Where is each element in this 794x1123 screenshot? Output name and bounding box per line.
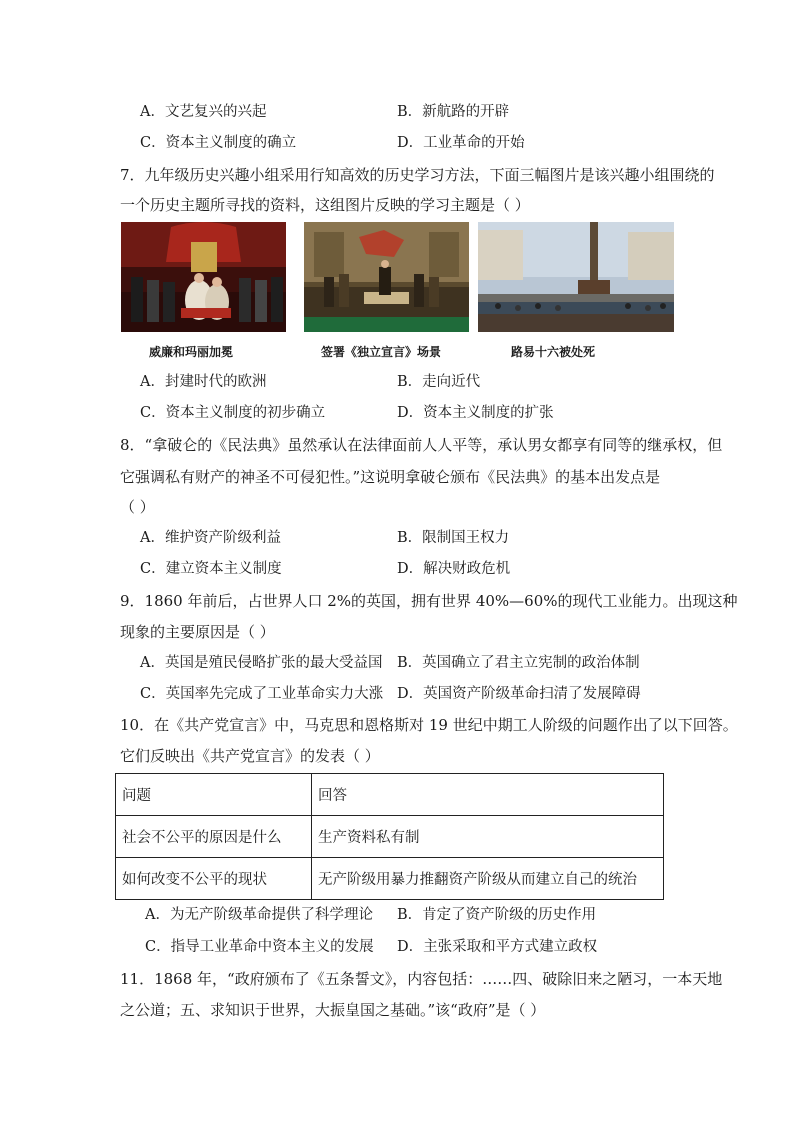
table-cell-answer: 生产资料私有制 — [312, 816, 664, 858]
q7-stem-line2: 一个历史主题所寻找的资料，这组图片反映的学习主题是（ ） — [120, 196, 530, 214]
table-header-question: 问题 — [116, 774, 312, 816]
question-answer-table — [115, 773, 664, 900]
picture-caption-2: 签署《独立宣言》场景 — [321, 345, 442, 359]
q8-option-c: C．建立资本主义制度 — [140, 561, 282, 577]
q9-option-b: B．英国确立了君主立宪制的政治体制 — [397, 655, 640, 671]
table-row — [116, 858, 664, 900]
q8-stem-line1: 8．“拿破仑的《民法典》虽然承认在法律面前人人平等，承认男女都享有同等的继承权，但 — [120, 436, 723, 454]
q9-option-a: A．英国是殖民侵略扩张的最大受益国 — [140, 655, 383, 671]
table-row — [116, 816, 664, 858]
picture-caption-1: 威廉和玛丽加冕 — [149, 345, 234, 359]
q9-stem-line1: 9．1860 年前后，占世界人口 2%的英国，拥有世界 40%—60%的现代工业能力。出现这种 — [120, 592, 738, 610]
q7-stem-line1: 7．九年级历史兴趣小组采用行知高效的历史学习方法，下面三幅图片是该兴趣小组围绕的 — [120, 166, 715, 184]
table-header-row — [116, 774, 664, 816]
q8-option-b: B．限制国王权力 — [397, 530, 510, 546]
q10-option-a: A．为无产阶级革命提供了科学理论 — [145, 907, 373, 923]
q9-option-d: D．英国资产阶级革命扫清了发展障碍 — [397, 686, 641, 702]
table-header-answer: 回答 — [312, 774, 664, 816]
q7-option-b: B．走向近代 — [397, 374, 481, 390]
table-cell-question: 社会不公平的原因是什么 — [116, 816, 312, 858]
q10-option-c: C．指导工业革命中资本主义的发展 — [145, 939, 374, 955]
q6-option-c: C．资本主义制度的确立 — [140, 135, 297, 151]
q6-option-d: D．工业革命的开始 — [397, 135, 525, 151]
q9-option-c: C．英国率先完成了工业革命实力大涨 — [140, 686, 384, 702]
picture-caption-3: 路易十六被处死 — [511, 345, 596, 359]
q10-stem-line1: 10．在《共产党宣言》中，马克思和恩格斯对 19 世纪中期工人阶级的问题作出了以下回答。 — [120, 716, 738, 734]
table-cell-question: 如何改变不公平的现状 — [116, 858, 312, 900]
q8-option-a: A．维护资产阶级利益 — [140, 530, 281, 546]
q10-option-d: D．主张采取和平方式建立政权 — [397, 939, 598, 955]
q7-option-c: C．资本主义制度的初步确立 — [140, 405, 326, 421]
q11-stem-line1: 11．1868 年，“政府颁布了《五条誓文》，内容包括：……四、破除旧来之陋习，一本天地 — [120, 970, 723, 988]
q10-option-b: B．肯定了资产阶级的历史作用 — [397, 907, 597, 923]
q8-stem-line2: 它强调私有财产的神圣不可侵犯性。”这说明拿破仑颁布《民法典》的基本出发点是 — [120, 468, 661, 486]
coronation-picture — [121, 222, 286, 332]
q8-stem-line3: （ ） — [120, 498, 155, 516]
q10-stem-line2: 它们反映出《共产党宣言》的发表（ ） — [120, 747, 380, 765]
louis-execution-picture — [478, 222, 674, 332]
q11-stem-line2: 之公道；五、求知识于世界，大振皇国之基础。”该“政府”是（ ） — [120, 1001, 546, 1019]
q6-option-b: B．新航路的开辟 — [397, 104, 510, 120]
q8-option-d: D．解决财政危机 — [397, 561, 511, 577]
q7-option-d: D．资本主义制度的扩张 — [397, 405, 554, 421]
table-cell-answer: 无产阶级用暴力推翻资产阶级从而建立自己的统治 — [312, 858, 664, 900]
independence-signing-picture — [304, 222, 469, 332]
q7-option-a: A．封建时代的欧洲 — [140, 374, 267, 390]
q9-stem-line2: 现象的主要原因是（ ） — [120, 623, 275, 641]
q6-option-a: A．文艺复兴的兴起 — [140, 104, 267, 120]
